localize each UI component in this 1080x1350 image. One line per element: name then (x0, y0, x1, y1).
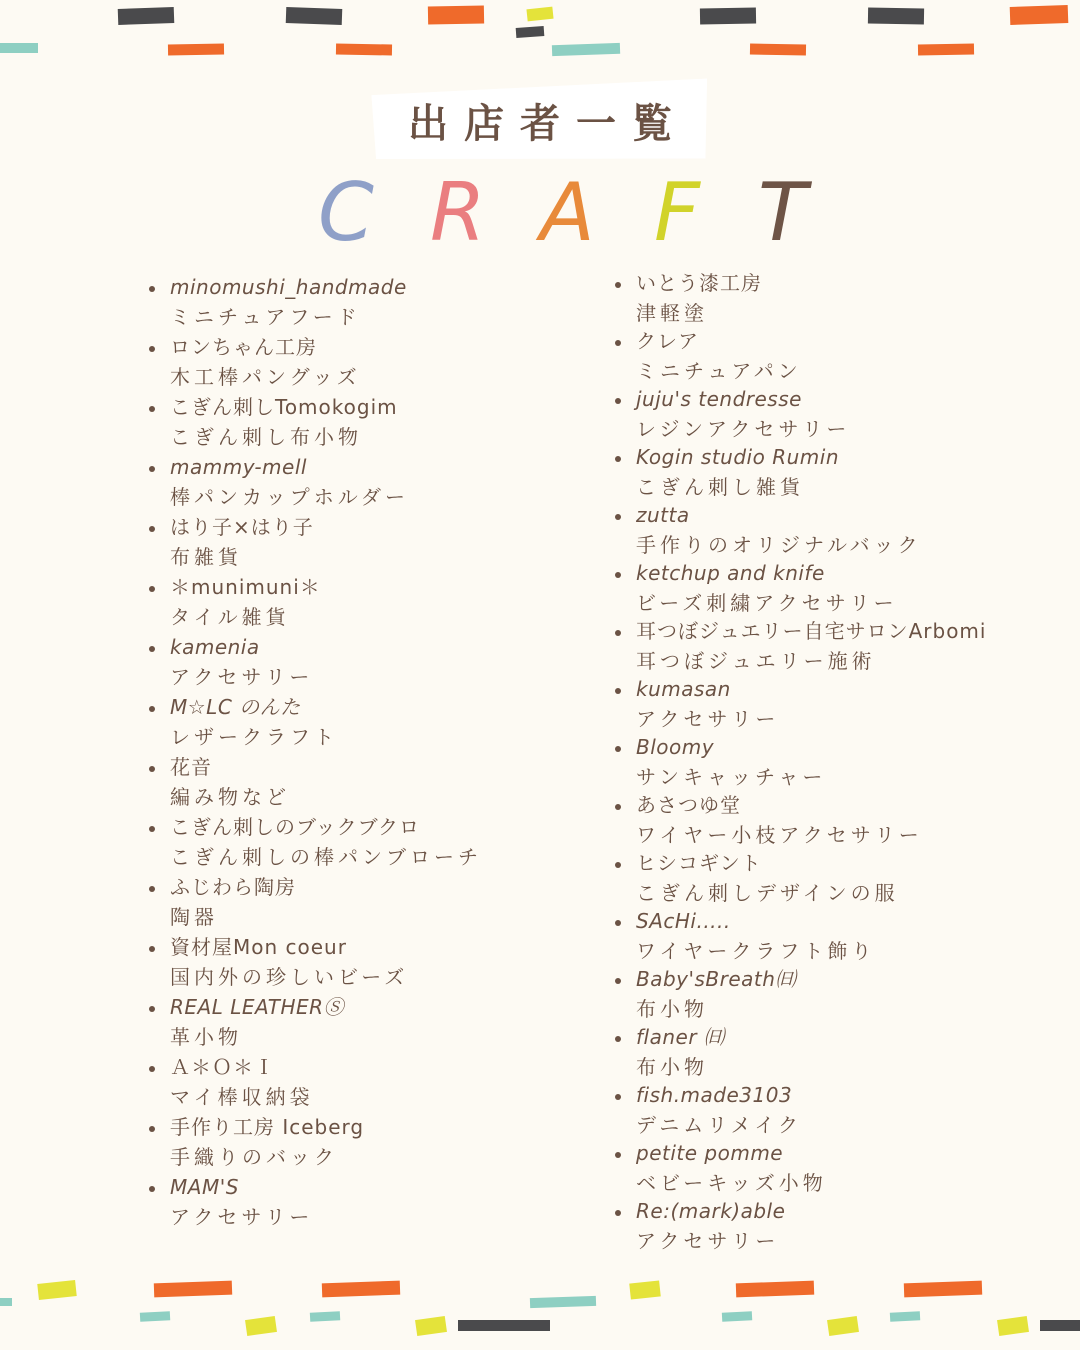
vendor-name: juju's tendresse (636, 387, 802, 411)
vendor-name: kamenia (170, 635, 260, 659)
vendor-item (146, 512, 586, 572)
vendor-name: Ａ＊Ｏ＊Ｉ (170, 1055, 275, 1079)
vendor-name: ふじわら陶房 (170, 875, 296, 899)
vendor-item (146, 392, 586, 452)
dash (722, 1311, 752, 1322)
vendor-item (612, 500, 1052, 558)
vendor-name: mammy-mell (170, 455, 307, 479)
category-letter-f: F (654, 166, 701, 259)
vendor-description: アクセサリー (170, 665, 314, 689)
vendor-name: いとう漆工房 (636, 271, 762, 295)
vendor-item (612, 384, 1052, 442)
vendor-description: 手作りのオリジナルバック (636, 533, 922, 557)
vendor-list-right (612, 268, 1052, 1254)
vendor-description: こぎん刺しデザインの服 (636, 881, 899, 905)
dash (168, 44, 224, 56)
vendor-name: ロンちゃん工房 (170, 335, 317, 359)
vendor-description: ワイヤー小枝アクセサリー (636, 823, 923, 847)
dash (140, 1311, 170, 1322)
vendor-description: ワイヤークラフト飾り (636, 939, 876, 963)
vendor-name: 花音 (170, 755, 212, 779)
dash (750, 44, 806, 56)
vendor-item (146, 632, 586, 692)
vendor-description: レジンアクセサリー (636, 417, 851, 441)
vendor-item (612, 1196, 1052, 1254)
vendor-item (612, 906, 1052, 964)
vendor-description: ビーズ刺繍アクセサリー (636, 591, 898, 615)
vendor-item (612, 1022, 1052, 1080)
vendor-name: Re:(mark)able (636, 1199, 786, 1223)
vendor-name: ketchup and knife (636, 561, 825, 585)
vendor-description: 耳つぼジュエリー施術 (636, 649, 876, 673)
vendor-name: クレア (636, 329, 699, 353)
vendor-item (146, 452, 586, 512)
vendor-name: こぎん刺しTomokogim (170, 395, 398, 419)
vendor-item (146, 332, 586, 392)
vendor-name: あさつゆ堂 (636, 793, 741, 817)
dash (516, 26, 545, 38)
dash (415, 1316, 447, 1336)
vendor-item (146, 872, 586, 932)
vendor-description: 津軽塗 (636, 301, 708, 325)
category-letter-c: C (318, 166, 374, 259)
vendor-item (146, 812, 586, 872)
vendor-name: fish.made3103 (636, 1083, 793, 1107)
dash (245, 1316, 277, 1336)
dash (1040, 1320, 1080, 1331)
vendor-name: flaner ㈰ (636, 1025, 725, 1049)
vendor-description: こぎん刺し雑貨 (636, 475, 804, 499)
bottom-dash-row (0, 1280, 1080, 1336)
vendor-description: 国内外の珍しいビーズ (170, 965, 409, 989)
vendor-item (612, 732, 1052, 790)
dash (0, 43, 38, 53)
dash (868, 8, 924, 25)
vendor-name: はり子×はり子 (170, 515, 314, 539)
vendor-name: こぎん刺しのブックブクロ (170, 815, 420, 839)
vendor-description: 木工棒パングッズ (170, 365, 361, 389)
vendor-description: 手織りのバック (170, 1145, 338, 1169)
vendor-description: ミニチュアフード (170, 305, 361, 329)
vendor-item (146, 752, 586, 812)
page-title: 出店者一覧 (408, 101, 688, 147)
dash (0, 1298, 12, 1306)
vendor-item (146, 1172, 586, 1232)
vendor-description: こぎん刺しの棒パンブローチ (170, 845, 482, 869)
vendor-description: 陶器 (170, 905, 218, 929)
vendor-item (612, 1138, 1052, 1196)
vendor-name: 資材屋Mon coeur (170, 935, 347, 959)
vendor-item (612, 964, 1052, 1022)
dash (997, 1316, 1029, 1336)
dash (530, 1296, 596, 1308)
vendor-name: minomushi_handmade (170, 275, 407, 299)
vendor-name: MAM'S (170, 1175, 239, 1199)
vendor-item (146, 272, 586, 332)
vendor-description: 編み物など (170, 785, 290, 809)
vendor-name: Baby'sBreath㈰ (636, 967, 796, 991)
dash (428, 6, 484, 25)
vendor-description: アクセサリー (170, 1205, 314, 1229)
vendor-name: REAL LEATHERⓈ (170, 995, 345, 1019)
vendor-description: ミニチュアパン (636, 359, 802, 383)
vendor-name: ヒシコギント (636, 851, 762, 875)
vendor-item (146, 1112, 586, 1172)
vendor-name: 手作り工房 Iceberg (170, 1115, 365, 1139)
vendor-description: 布雑貨 (170, 545, 242, 569)
category-letter-a: A (540, 166, 595, 259)
vendor-description: 布小物 (636, 997, 708, 1021)
vendor-item (146, 572, 586, 632)
dash (336, 44, 392, 56)
vendor-name: M☆LC のんた (170, 695, 301, 719)
category-heading (0, 168, 1080, 258)
dash (458, 1320, 550, 1331)
vendor-name: Bloomy (636, 735, 715, 759)
dash (154, 1281, 232, 1298)
vendor-description: 棒パンカップホルダー (170, 485, 409, 509)
vendor-description: アクセサリー (636, 707, 780, 731)
vendor-item (146, 1052, 586, 1112)
vendor-name: 耳つぼジュエリー自宅サロンArbomi (636, 619, 987, 643)
category-letter-r: R (430, 166, 486, 259)
vendor-item (612, 790, 1052, 848)
vendor-item (612, 326, 1052, 384)
dash (700, 8, 756, 25)
vendor-item (612, 442, 1052, 500)
dash (552, 43, 620, 56)
dash (904, 1281, 982, 1298)
vendor-item (146, 932, 586, 992)
dash (526, 7, 553, 22)
dash (1010, 5, 1069, 25)
vendor-item (612, 848, 1052, 906)
dash (736, 1281, 814, 1298)
vendor-description: アクセサリー (636, 1229, 780, 1253)
dash (629, 1280, 661, 1299)
dash (37, 1280, 76, 1300)
vendor-item (612, 616, 1052, 674)
dash (890, 1311, 920, 1322)
dash (286, 7, 343, 25)
vendor-item (146, 992, 586, 1052)
vendor-name: Kogin studio Rumin (636, 445, 839, 469)
vendor-item (612, 674, 1052, 732)
vendor-description: ベビーキッズ小物 (636, 1171, 827, 1195)
vendor-item (612, 1080, 1052, 1138)
vendor-name: ＊munimuni＊ (170, 575, 321, 599)
vendor-description: マイ棒収納袋 (170, 1085, 314, 1109)
vendor-description: こぎん刺し布小物 (170, 425, 362, 449)
vendor-item (612, 268, 1052, 326)
dash (118, 7, 175, 25)
vendor-name: petite pomme (636, 1141, 784, 1165)
vendor-list-left (146, 272, 586, 1232)
vendor-description: タイル雑貨 (170, 605, 290, 629)
dash (827, 1316, 859, 1336)
category-letter-t: T (758, 166, 807, 259)
vendor-item (146, 692, 586, 752)
top-dash-row (0, 5, 1068, 56)
vendor-description: サンキャッチャー (636, 765, 827, 789)
dash (322, 1281, 400, 1298)
vendor-description: デニムリメイク (636, 1113, 802, 1137)
dash (310, 1311, 340, 1322)
vendor-item (612, 558, 1052, 616)
dash (918, 44, 974, 56)
vendor-name: zutta (636, 503, 690, 527)
vendor-description: 革小物 (170, 1025, 242, 1049)
vendor-description: 布小物 (636, 1055, 708, 1079)
vendor-description: レザークラフト (170, 725, 338, 749)
vendor-name: kumasan (636, 677, 731, 701)
vendor-name: SAcHi..... (636, 909, 731, 933)
